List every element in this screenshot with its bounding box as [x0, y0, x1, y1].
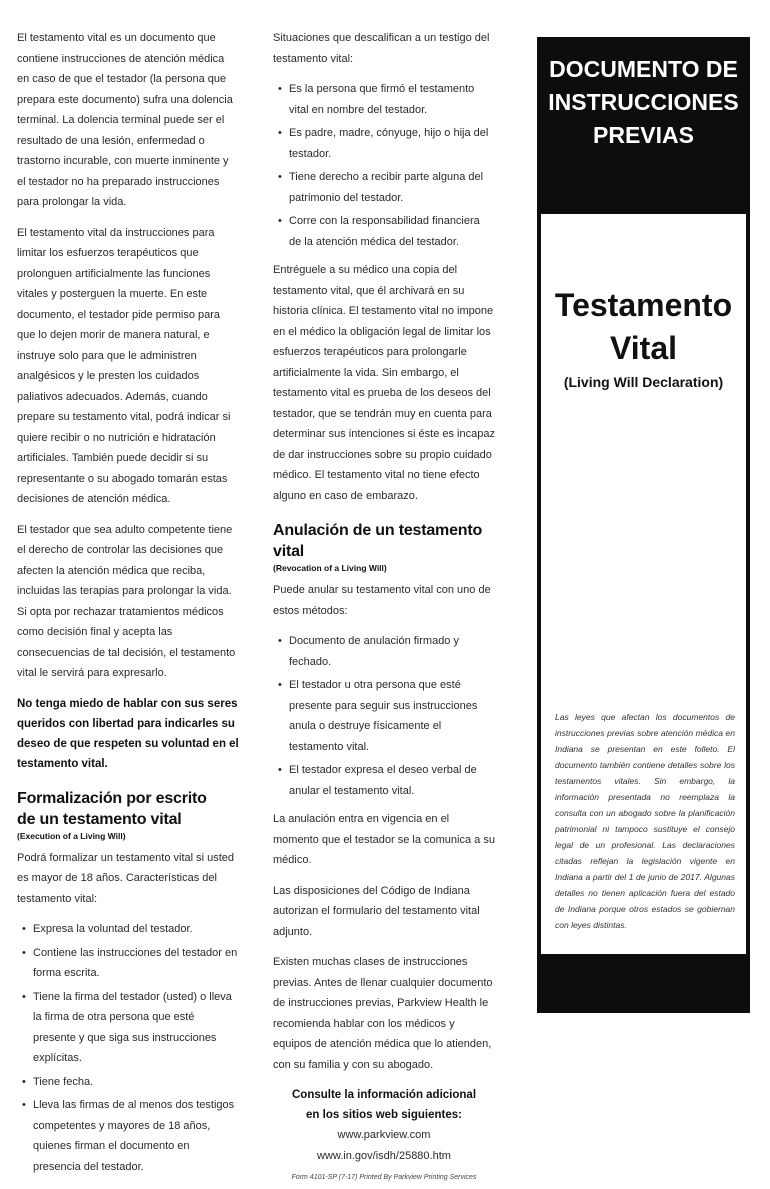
list-item: • Lleva las firmas de al menos dos testigos competentes y mayores de 18 años, quienes firman el documento en presencia del testador.: [17, 1095, 239, 1177]
middle-column: [273, 28, 495, 1189]
revocation-methods-intro: Puede anular su testamento vital con uno de estos métodos:: [273, 584, 491, 617]
list-item: • Es padre, madre, cónyuge, hijo o hija del testador.: [273, 123, 495, 164]
cover-main-title-line2: Vital: [610, 330, 677, 366]
cover-main-title-line1: Testamento: [554, 287, 733, 323]
execution-heading-line1: Formalización por escrito: [17, 789, 207, 807]
intro-paragraph: El testamento vital es un documento que contiene instrucciones de atención médica en caso de que el testador (la persona que prepara este documento) sufra una dolencia terminal. La dolencia terminal puede ser el resultado de una lesión, enfermedad o trastorno incurable, con muerte inminente y el testador no ha preparado instrucciones para prolongar la vida.: [17, 32, 233, 208]
cover-title-line3: PREVIAS: [593, 122, 694, 148]
cover-title: [537, 53, 750, 152]
revocation-subtitle: (Revocation of a Living Will): [273, 563, 387, 573]
list-item: • Tiene derecho a recibir parte alguna del patrimonio del testador.: [273, 167, 495, 208]
revocation-heading: Anulación de un testamento vital: [273, 522, 483, 560]
list-item: • Tiene la firma del testador (usted) o lleva la firma de otra persona que esté presente y que siga sus instrucciones explícitas.: [17, 987, 239, 1069]
execution-paragraph: Podrá formalizar un testamento vital si usted es mayor de 18 años. Características del testamento vital:: [17, 851, 235, 905]
list-item: • Contiene las instrucciones del testador en forma escrita.: [17, 943, 239, 984]
cover-panel: [537, 37, 750, 1013]
list-item: • Expresa la voluntad del testador.: [17, 919, 239, 940]
website-link-isdh[interactable]: www.in.gov/isdh/25880.htm: [317, 1149, 451, 1162]
list-item: • Es la persona que firmó el testamento vital en nombre del testador.: [273, 79, 495, 120]
purpose-paragraph: El testamento vital da instrucciones para limitar los esfuerzos terapéuticos que prolonguen artificialmente las funciones vitales y posterguen la muerte. En este documento, el testador pide permiso para que lo dejen morir de manera natural, e instruye solo para que le administren analgésicos y le presten los cuidados paliativos adecuados. Además, cuando prepare su testamento vital, podrá indicar si quiere recibir o no nutrición e hidratación artificiales. También puede decidir si su representante o su abogado tomarán estas decisiones de atención médica.: [17, 226, 231, 505]
consult-heading: [273, 1085, 495, 1125]
revocation-effect-paragraph: La anulación entra en vigencia en el momento que el testador se la comunica a su médico.: [273, 813, 495, 866]
execution-list: [17, 919, 239, 1177]
execution-heading: [17, 788, 239, 830]
list-item: • El testador expresa el deseo verbal de anular el testamento vital.: [273, 760, 495, 801]
list-item: • Corre con la responsabilidad financiera de la atención médica del testador.: [273, 211, 495, 252]
witness-intro: Situaciones que descalifican a un testigo del testamento vital:: [273, 32, 490, 65]
indiana-code-paragraph: Las disposiciones del Código de Indiana autorizan el formulario del testamento vital adjunto.: [273, 884, 480, 938]
form-number: Form 4101-SP (7-17) Printed By Parkview Printing Services: [291, 1174, 477, 1181]
consult-line2: en los sitios web siguientes:: [306, 1109, 462, 1121]
list-item: • Documento de anulación firmado y fechado.: [273, 631, 495, 672]
list-item: • Tiene fecha.: [17, 1072, 239, 1093]
recommendation-paragraph: Existen muchas clases de instrucciones previas. Antes de llenar cualquier documento de instrucciones previas, Parkview Health le recomienda hablar con los médicos y equipos de atención médica que lo atienden, con su familia y con su abogado.: [273, 956, 493, 1071]
cover-subtitle: (Living Will Declaration): [563, 374, 724, 390]
execution-subtitle: (Execution of a Living Will): [17, 830, 126, 841]
cover-main-title: [541, 284, 746, 370]
witness-list: [273, 79, 495, 252]
revocation-list: [273, 631, 495, 801]
execution-heading-line2: de un testamento vital: [17, 810, 182, 828]
cover-white-box: [541, 214, 746, 954]
consult-line1: Consulte la información adicional: [291, 1089, 477, 1101]
website-link-parkview[interactable]: www.parkview.com: [337, 1129, 431, 1141]
encouragement-note: No tenga miedo de hablar con sus seres queridos con libertad para indicarles su deseo de que respeten su voluntad en el testamento vital.: [17, 697, 239, 770]
legal-disclaimer: Las leyes que afectan los documentos de instrucciones previas sobre atención médica en Indiana se presentan en este folleto. El documento también contiene detalles sobre los testamentos vitales. Sin embargo, la información presentada no reemplaza la consulta con un abogado sobre la planificación patrimonial ni tampoco sustituye el consejo legal de un profesional. Las declaraciones citadas reflejan la legislación vigente en Indiana a partir del 1 de junio de 2017. Algunas detalles no tienen aplicación fuera del estado de Indiana porque otros estados se gobiernan con leyes distintas.: [555, 712, 735, 930]
left-column: [17, 28, 239, 1185]
rights-paragraph: El testador que sea adulto competente tiene el derecho de controlar las decisiones que afecten la atención médica que reciba, incluidas las terapias para prolongar la vida. Si opta por rechazar tratamientos médicos como decisión final y acepta las consecuencias de tal decisión, el testamento vital le servirá para expresarlo.: [17, 523, 236, 679]
cover-title-line2: INSTRUCCIONES: [548, 89, 739, 115]
list-item: • El testador u otra persona que esté presente para seguir sus instrucciones anula o destruye físicamente el testamento vital.: [273, 675, 495, 757]
cover-title-line1: DOCUMENTO DE: [549, 56, 738, 82]
doctor-copy-paragraph: Entréguele a su médico una copia del testamento vital, que él archivará en su historia clínica. El testamento vital no impone en el médico la obligación legal de limitar los esfuerzos terapéuticos para prolongarle artificialmente la vida. Sin embargo, el testamento vital es prueba de los deseos del testador, que se tendrán muy en cuenta para determinar sus intenciones si éste es incapaz de dar instrucciones sobre su propio cuidado médico. El testamento vital no tiene efecto alguno en caso de embarazo.: [273, 264, 495, 502]
